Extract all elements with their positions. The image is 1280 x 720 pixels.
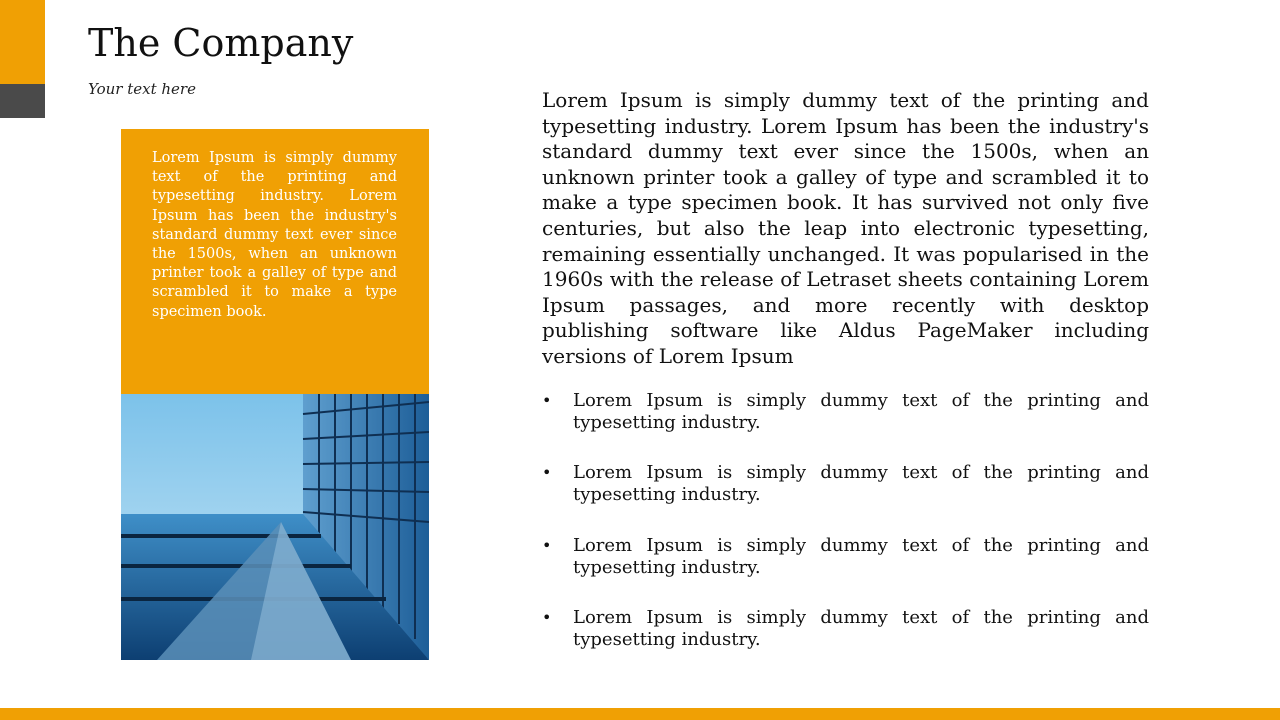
building-photo — [121, 394, 429, 660]
bullet-icon: • — [542, 391, 552, 410]
slide-title: The Company — [88, 21, 354, 65]
bullet-icon: • — [542, 463, 552, 483]
bullet-text: Lorem Ipsum is simply dummy text of the printing and typesetting industry. — [573, 462, 1149, 506]
list-item — [542, 607, 1149, 679]
footer-accent-bar — [0, 708, 1280, 720]
panel-text: Lorem Ipsum is simply dummy text of the printing and typesetting industry. Lorem Ipsum has been the industry's standard dummy text ever since the 1500s, when an unknown printer took a galley of type and scrambled it to make a type specimen book. — [152, 150, 397, 320]
list-item — [542, 535, 1149, 607]
bullet-text: Lorem Ipsum is simply dummy text of the printing and typesetting industry. — [573, 534, 1149, 578]
accent-bar-orange — [0, 0, 45, 84]
slide-subtitle: Your text here — [88, 80, 196, 98]
list-item — [542, 390, 1149, 462]
highlight-panel — [121, 129, 429, 394]
bullet-icon: • — [542, 607, 552, 627]
list-item — [542, 462, 1149, 534]
bullet-text: Lorem Ipsum is simply dummy text of the printing and typesetting industry. — [573, 606, 1149, 650]
bullet-list — [542, 390, 1149, 679]
bullet-text: Lorem Ipsum is simply dummy text of the printing and typesetting industry. — [573, 390, 1149, 433]
main-paragraph: Lorem Ipsum is simply dummy text of the printing and typesetting industry. Lorem Ipsum has been the industry's standard dummy text ever since the 1500s, when an unknown printer took a galley of type and scrambled it to make a type specimen book. It has survived not only five centuries, but also the leap into electronic typesetting, remaining essentially unchanged. It was popularised in the 1960s with the release of Letraset sheets containing Lorem Ipsum passages, and more recently with desktop publishing software like Aldus PageMaker including versions of Lorem Ipsum — [542, 88, 1149, 368]
bullet-icon: • — [542, 535, 552, 555]
building-photo-icon — [121, 394, 429, 660]
accent-bar-dark — [0, 84, 45, 118]
